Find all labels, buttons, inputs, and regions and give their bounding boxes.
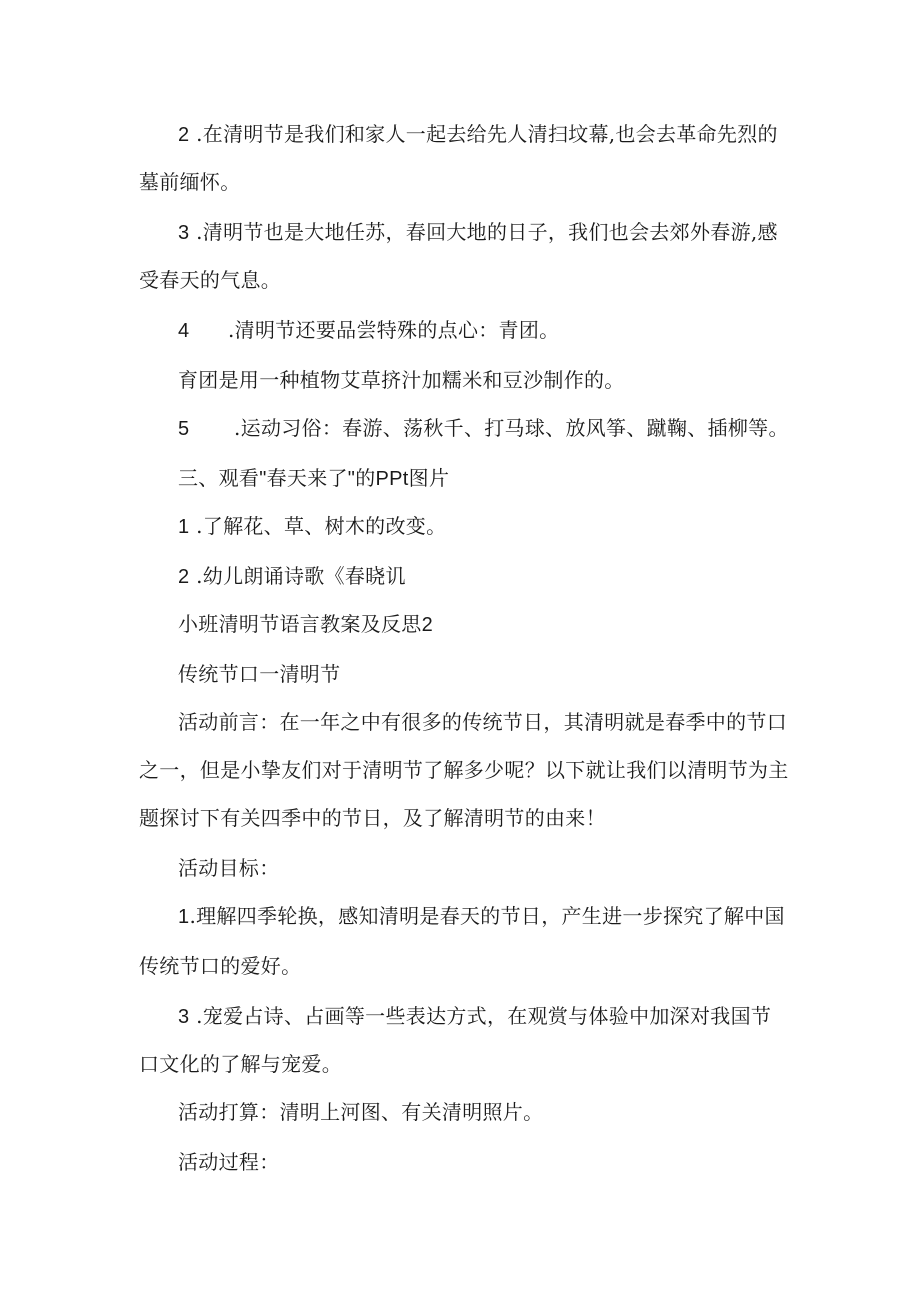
item-number: 3 [178,222,190,244]
paragraph-line: 墓前缅怀。 [139,170,241,194]
item-text: .幼儿朗诵诗歌《春晓讥 [196,564,406,588]
item-text: .宠爱占诗、占画等一些表达方式，在观赏与体验中加深对我国节 [196,1004,772,1028]
title-number: 2 [421,614,434,636]
paragraph-line: 活动前言：在一年之中有很多的传统节日，其清明就是春季中的节口 [178,710,787,734]
section-heading [178,466,449,491]
section-heading: 活动过程： [178,1150,280,1174]
list-item-line [178,416,789,441]
heading-part: "春天来了"的 [259,468,376,490]
list-item-line [178,904,785,929]
item-text: .运动习俗：春游、荡秋千、打马球、放风筝、蹴鞠、插柳等。 [234,416,789,440]
item-number: 2 [178,124,190,146]
item-text: .清明节还要品尝特殊的点心：青团。 [228,318,560,342]
paragraph-line: 口文化的了解与宠爱。 [139,1052,342,1076]
item-number: 3 [178,1006,190,1028]
section-heading: 活动目标： [178,856,280,880]
title-text: 小班清明节语言教案及反思 [178,612,422,636]
item-number: 1 [178,516,190,538]
item-number: 1 [178,906,190,928]
item-number: 5 [178,418,190,440]
paragraph-line: 题探讨下有关四季中的节日，及了解清明节的由来！ [139,806,606,830]
list-item-line [178,564,406,589]
paragraph-line: 受春天的气息。 [139,268,282,292]
document-title [178,612,433,637]
paragraph-line: 之一，但是小挚友们对于清明节了解多少呢？以下就让我们以清明节为主 [139,758,789,782]
heading-part: 图片 [408,466,450,490]
item-text: .在清明节是我们和家人一起去给先人清扫坟幕,也会去革命先烈的 [196,122,778,146]
paragraph-line: 育团是用一种植物艾草挤汁加糯米和豆沙制作的。 [178,368,625,392]
list-item-line [178,220,782,245]
item-text: .清明节也是大地任苏，春回大地的日子，我们也会去郊外春游,感 [196,220,778,244]
item-number: 4 [178,320,190,342]
heading-part: PPt [375,468,409,490]
list-item-line [178,122,782,147]
list-item-line [178,318,559,343]
heading-part: 三、观看 [178,466,260,490]
list-item-line [178,514,446,539]
paragraph-line: 活动打算：清明上河图、有关清明照片。 [178,1100,544,1124]
item-text: .了解花、草、树木的改变。 [196,514,447,538]
item-text: .理解四季轮换，感知清明是春天的节日，产生进一步探究了解中国 [189,904,785,928]
list-item-line [178,1004,771,1029]
item-number: 2 [178,566,190,588]
paragraph-line: 传统节口的爱好。 [139,954,302,978]
subtitle: 传统节口一清明节 [178,662,341,686]
